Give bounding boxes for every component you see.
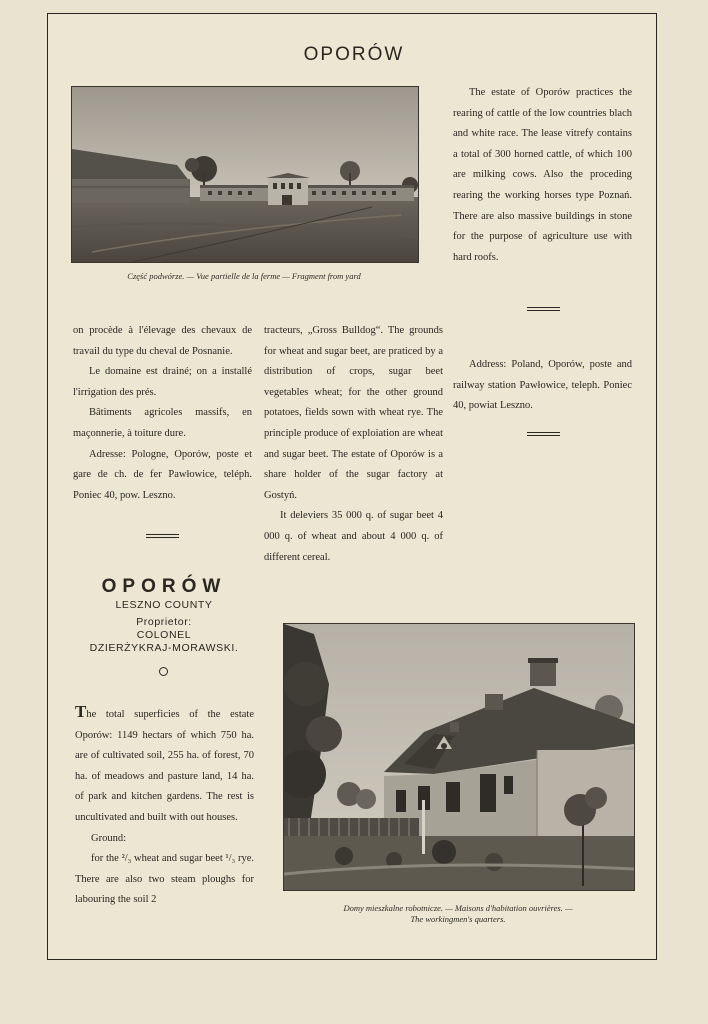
address-column: [453, 355, 632, 417]
proprietor-rank: COLONEL: [136, 629, 192, 641]
english-intro-column: [453, 83, 632, 268]
workers-quarters-caption: [290, 903, 626, 925]
english-paragraph: for the ²/₃ wheat and sugar beet ¹/₃ rye. There are also two steam ploughs for labouring the soil 2: [75, 853, 254, 906]
proprietor-label: Proprietor:: [136, 616, 192, 628]
french-paragraph: Bâtiments agricoles massifs, en maçonnerie, à toiture dure.: [73, 407, 252, 439]
farmyard-photo: [71, 86, 419, 263]
estate-heading: [73, 576, 255, 655]
workers-quarters-photo: [283, 623, 635, 891]
french-paragraph: on procède à l'élevage des chevaux de travail du type du cheval de Posnanie.: [73, 325, 252, 357]
english-intro-text: The estate of Oporów practices the rearing of cattle of the low countries blach and white race. The lease vitrefy contains a total of 300 horned cattle, of which 100 are milking cows. Also the proceding rearing the working horses type Poznań. There are also massive buildings in stone for the purpose of agriculture use with hard roofs.: [453, 87, 632, 263]
french-paragraph: Adresse: Pologne, Oporów, poste et gare de ch. de fer Pawłowice, teléph. Poniec 40, pow. Leszno.: [73, 448, 252, 501]
dropcap: T: [75, 702, 87, 721]
middle-paragraph: tracteurs, „Gross Bulldog“. The grounds for wheat and sugar beet, are praticed by a distribution of crops, sugar beet vegetables wheat; for the other ground potatoes, fields sown with wheat rye. The principle produce of exploiation are wheat and sugar beet. The estate of Oporów is a share holder of the sugar factory at Gostyń.: [264, 325, 443, 501]
middle-column: [264, 321, 443, 568]
workers-quarters-caption-line: The workingmen's quarters.: [410, 914, 506, 924]
address-text: Address: Poland, Oporów, poste and railway station Pawłowice, teleph. Poniec 40, powiat Leszno.: [453, 359, 632, 412]
divider-rule: [527, 307, 560, 311]
divider-rule: [527, 432, 560, 436]
proprietor-name: DZIERŻYKRAJ-MORAWSKI.: [89, 642, 239, 654]
ornament-icon: [159, 667, 168, 676]
middle-paragraph: It deleviers 35 000 q. of sugar beet 4 000 q. of wheat and about 4 000 q. of different cereal.: [264, 510, 443, 563]
english-column: [75, 702, 254, 911]
english-paragraph-rest: he total superficies of the estate Oporów: 1149 hectars of which 750 ha. are of cultivated soil, 255 ha. of forest, 70 ha. of meadows and pasture land, 14 ha. of park and kitchen gardens. The rest is uncultivated and built with out houses.: [75, 709, 254, 823]
county-label: LESZNO COUNTY: [115, 599, 213, 611]
english-paragraph: [75, 702, 254, 829]
page-title: OPORÓW: [303, 44, 405, 65]
english-paragraph: Ground:: [91, 832, 126, 844]
french-column: [73, 321, 252, 506]
estate-name: OPORÓW: [101, 576, 227, 597]
workers-quarters-caption-line: Domy mieszkalne robotnicze. — Maisons d'habitation ouvrières. —: [343, 903, 573, 913]
divider-rule: [146, 534, 179, 538]
french-paragraph: Le domaine est drainé; on a installé l'irrigation des prés.: [73, 366, 252, 398]
farmyard-photo-caption: Część podwórze. — Vue partielle de la ferme — Fragment from yard: [127, 271, 361, 281]
